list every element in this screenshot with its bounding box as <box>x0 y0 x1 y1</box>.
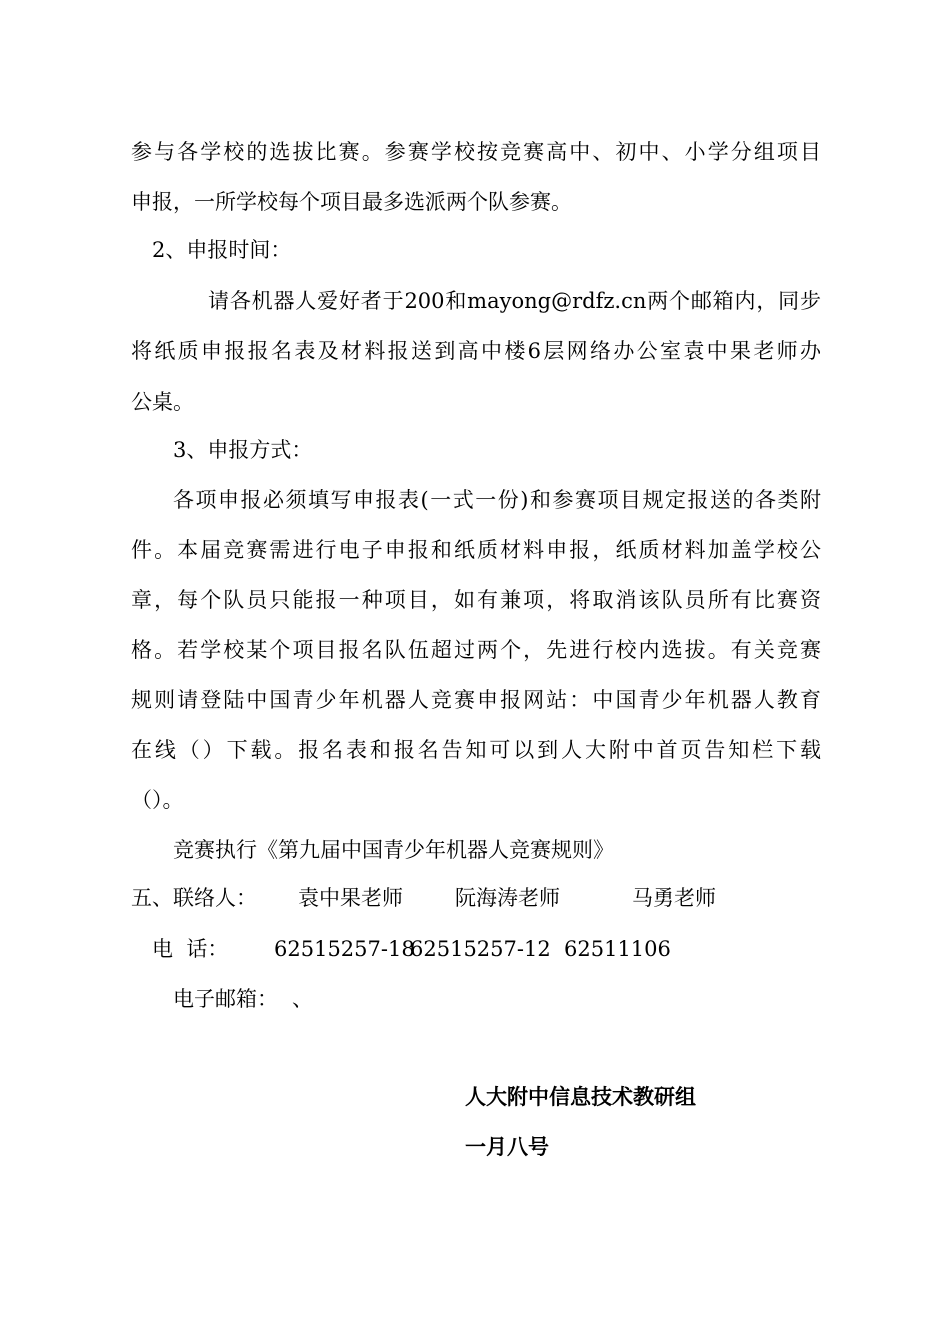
paragraph-line: 参与各学校的选拔比赛。参赛学校按竞赛高中、初中、小学分组项目 <box>131 140 821 164</box>
paragraph-line: 章，每个队员只能报一种项目，如有兼项，将取消该队员所有比赛资 <box>131 588 821 612</box>
phone-number: 62511106 <box>564 937 671 961</box>
paragraph-line: 将纸质申报报名表及材料报送到高中楼6层网络办公室袁中果老师办 <box>131 339 821 363</box>
signature-organization: 人大附中信息技术教研组 <box>465 1084 696 1109</box>
paragraph-line: 公桌。 <box>131 390 194 414</box>
section-heading: 2、申报时间： <box>152 238 292 262</box>
section-heading: 3、申报方式： <box>173 438 313 462</box>
paragraph-line: 请各机器人爱好者于200和mayong@rdfz.cn两个邮箱内，同步 <box>208 289 821 313</box>
contact-name: 阮海涛老师 <box>455 886 560 910</box>
contacts-heading: 五、联络人： <box>131 886 257 910</box>
paragraph-line: 规则请登陆中国青少年机器人竞赛申报网站：中国青少年机器人教育 <box>131 688 821 712</box>
phone-number: 62515257-18 <box>274 937 415 961</box>
signature-date: 一月八号 <box>465 1134 549 1159</box>
contact-name: 袁中果老师 <box>298 886 403 910</box>
phone-label: 电 话： <box>152 937 229 961</box>
phone-number: 62515257-12 <box>410 937 551 961</box>
email-label: 电子邮箱： <box>173 987 278 1011</box>
email-value: 、 <box>292 987 313 1011</box>
contact-name: 马勇老师 <box>632 886 716 910</box>
paragraph-line: 件。本届竞赛需进行电子申报和纸质材料申报，纸质材料加盖学校公 <box>131 538 821 562</box>
paragraph-line: 申报，一所学校每个项目最多选派两个队参赛。 <box>131 190 572 214</box>
paragraph-line: （）。 <box>131 788 184 812</box>
paragraph-line: 各项申报必须填写申报表(一式一份)和参赛项目规定报送的各类附 <box>173 488 821 512</box>
rules-line: 竞赛执行《第九届中国青少年机器人竞赛规则》 <box>173 838 614 862</box>
paragraph-line: 在线（）下载。报名表和报名告知可以到人大附中首页告知栏下载 <box>131 738 821 762</box>
paragraph-line: 格。若学校某个项目报名队伍超过两个，先进行校内选拔。有关竞赛 <box>131 638 821 662</box>
